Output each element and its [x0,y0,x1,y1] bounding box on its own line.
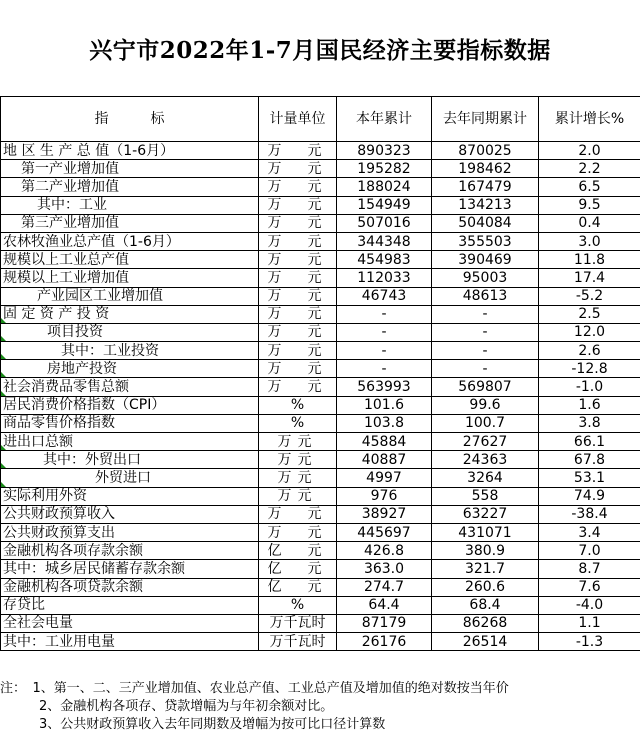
indicator-label: 第一产业增加值 [21,160,119,177]
indicator-label: 其中：城乡居民储蓄存款余额 [3,560,185,577]
table-row [1,614,640,632]
current-total-cell: 64.4 [337,596,432,614]
indicator-name [1,251,259,269]
table-row [1,160,640,178]
table-row [1,414,640,432]
previous-total-cell: 3264 [432,469,539,487]
current-total-cell: 976 [337,487,432,505]
growth-cell: -1.3 [539,633,640,651]
growth-cell: 2.0 [539,142,640,160]
table-row [1,523,640,541]
header-current-total: 本年累计 [337,97,432,142]
indicator-label: 规模以上工业增加值 [3,269,129,286]
growth-cell: 1.6 [539,396,640,414]
growth-cell: 2.6 [539,342,640,360]
header-indicator: 指 标 [1,97,259,142]
growth-cell: 9.5 [539,196,640,214]
indicator-name [1,578,259,596]
footnote-1: 注： 1、第一、二、三产业增加值、农业总产值、工业总产值及增加值的绝对数按当年价 [0,681,509,696]
previous-total-cell: 95003 [432,269,539,287]
previous-total-cell: 321.7 [432,560,539,578]
table-row [1,396,640,414]
current-total-cell: 188024 [337,178,432,196]
growth-cell: 67.8 [539,451,640,469]
unit-cell: 万 元 [259,305,337,323]
growth-cell: -38.4 [539,505,640,523]
growth-cell: -1.0 [539,378,640,396]
unit-cell: 万 元 [259,323,337,341]
unit-cell: 万 元 [259,342,337,360]
unit-cell: 万元 [259,433,337,451]
current-total-cell: 103.8 [337,414,432,432]
indicator-label: 居民消费价格指数（CPI） [3,397,166,414]
unit-cell: % [259,414,337,432]
unit-cell: 万 元 [259,214,337,232]
indicator-name [1,214,259,232]
unit-cell: 万千瓦时 [259,614,337,632]
previous-total-cell: 167479 [432,178,539,196]
current-total-cell: 563993 [337,378,432,396]
indicator-label: 公共财政预算收入 [3,506,115,523]
current-total-cell: 87179 [337,614,432,632]
indicator-name [1,414,259,432]
current-total-cell: 426.8 [337,542,432,560]
unit-cell: 亿 元 [259,542,337,560]
unit-cell: 亿 元 [259,560,337,578]
unit-cell: % [259,396,337,414]
indicator-table [0,96,640,651]
growth-cell: 1.1 [539,614,640,632]
unit-cell: 万 元 [259,160,337,178]
unit-cell: 万 元 [259,232,337,250]
cell-marker-icon [1,354,6,359]
indicator-name [1,360,259,378]
current-total-cell: 363.0 [337,560,432,578]
cell-marker-icon [1,372,6,377]
previous-total-cell: - [432,360,539,378]
indicator-label: 外贸进口 [95,469,151,486]
indicator-name [1,378,259,396]
table-row [1,214,640,232]
current-total-cell: 46743 [337,287,432,305]
indicator-label: 商品零售价格指数 [3,415,115,432]
table-row [1,305,640,323]
current-total-cell: 26176 [337,633,432,651]
previous-total-cell: 569807 [432,378,539,396]
unit-cell: 万 元 [259,196,337,214]
growth-cell: 7.0 [539,542,640,560]
unit-cell: 万 元 [259,178,337,196]
indicator-label: 进出口总额 [3,433,73,450]
indicator-name [1,433,259,451]
table-row [1,287,640,305]
indicator-name [1,396,259,414]
previous-total-cell: 48613 [432,287,539,305]
previous-total-cell: 134213 [432,196,539,214]
previous-total-cell: 24363 [432,451,539,469]
indicator-name [1,487,259,505]
indicator-name [1,542,259,560]
cell-marker-icon [1,482,6,487]
previous-total-cell: 26514 [432,633,539,651]
previous-total-cell: 100.7 [432,414,539,432]
growth-cell: 0.4 [539,214,640,232]
indicator-label: 产业园区工业增加值 [37,288,163,305]
table-row [1,469,640,487]
indicator-name [1,323,259,341]
growth-cell: 7.6 [539,578,640,596]
current-total-cell: 101.6 [337,396,432,414]
indicator-label: 农林牧渔业总产值（1-6月） [3,233,180,250]
indicator-label: 存贷比 [3,597,45,614]
table-row [1,378,640,396]
table-row [1,596,640,614]
table-row [1,487,640,505]
unit-cell: 万元 [259,451,337,469]
growth-cell: 74.9 [539,487,640,505]
unit-cell: 万千瓦时 [259,633,337,651]
growth-cell: 11.8 [539,251,640,269]
previous-total-cell: 380.9 [432,542,539,560]
table-header-row [1,97,640,142]
current-total-cell: - [337,360,432,378]
unit-cell: 亿 元 [259,578,337,596]
table-row [1,342,640,360]
current-total-cell: 154949 [337,196,432,214]
indicator-name [1,523,259,541]
growth-cell: 53.1 [539,469,640,487]
previous-total-cell: 260.6 [432,578,539,596]
cell-marker-icon [1,336,6,341]
previous-total-cell: 86268 [432,614,539,632]
unit-cell: 万 元 [259,142,337,160]
footnotes [0,680,640,734]
indicator-name [1,596,259,614]
current-total-cell: 344348 [337,232,432,250]
footnote-3: 3、公共财政预算收入去年同期数及增幅为按可比口径计算数 [0,717,386,732]
indicator-label: 规模以上工业总产值 [3,251,129,268]
indicator-name [1,160,259,178]
table-row [1,505,640,523]
indicator-name [1,269,259,287]
table-row [1,323,640,341]
indicator-label: 其中：工业用电量 [3,633,115,650]
indicator-name [1,560,259,578]
indicator-label: 其中：外贸出口 [43,451,141,468]
current-total-cell: 445697 [337,523,432,541]
growth-cell: -12.8 [539,360,640,378]
previous-total-cell: - [432,323,539,341]
current-total-cell: 45884 [337,433,432,451]
table-row [1,178,640,196]
previous-total-cell: 870025 [432,142,539,160]
previous-total-cell: 431071 [432,523,539,541]
header-growth: 累计增长% [539,97,640,142]
indicator-label: 第三产业增加值 [21,215,119,232]
unit-cell: 万 元 [259,360,337,378]
growth-cell: 2.5 [539,305,640,323]
table-row [1,451,640,469]
unit-cell: 万 元 [259,505,337,523]
indicator-name [1,196,259,214]
previous-total-cell: 198462 [432,160,539,178]
table-row [1,578,640,596]
page-title: 兴宁市2022年1-7月国民经济主要指标数据 [89,36,551,64]
indicator-label: 其中：工业 [37,197,107,214]
table-row [1,633,640,651]
current-total-cell: 40887 [337,451,432,469]
unit-cell: 万 元 [259,287,337,305]
previous-total-cell: 558 [432,487,539,505]
previous-total-cell: 27627 [432,433,539,451]
indicator-label: 公共财政预算支出 [3,524,115,541]
current-total-cell: 38927 [337,505,432,523]
current-total-cell: 890323 [337,142,432,160]
header-unit: 计量单位 [259,97,337,142]
table-row [1,269,640,287]
indicator-label: 地 区 生 产 总 值（1-6月） [3,142,175,159]
indicator-label: 项目投资 [47,324,103,341]
growth-cell: 12.0 [539,323,640,341]
unit-cell: 万元 [259,487,337,505]
previous-total-cell: 68.4 [432,596,539,614]
growth-cell: 17.4 [539,269,640,287]
indicator-label: 全社会电量 [3,615,73,632]
growth-cell: 6.5 [539,178,640,196]
indicator-label: 房地产投资 [47,360,117,377]
indicator-name [1,342,259,360]
indicator-name [1,287,259,305]
current-total-cell: 507016 [337,214,432,232]
unit-cell: 万 元 [259,523,337,541]
table-row [1,251,640,269]
unit-cell: 万 元 [259,269,337,287]
indicator-name [1,505,259,523]
indicator-name [1,142,259,160]
indicator-label: 固 定 资 产 投 资 [3,306,110,323]
indicator-label: 其中：工业投资 [61,342,159,359]
previous-total-cell: 355503 [432,232,539,250]
indicator-name [1,232,259,250]
table-row [1,232,640,250]
indicator-name [1,305,259,323]
table-row [1,542,640,560]
indicator-name [1,178,259,196]
current-total-cell: - [337,323,432,341]
previous-total-cell: 99.6 [432,396,539,414]
current-total-cell: 4997 [337,469,432,487]
cell-marker-icon [1,445,6,450]
table-row [1,360,640,378]
table-row [1,196,640,214]
cell-marker-icon [1,318,6,323]
growth-cell: 8.7 [539,560,640,578]
indicator-label: 金融机构各项贷款余额 [3,579,143,596]
growth-cell: 3.8 [539,414,640,432]
table-row [1,142,640,160]
table-row [1,433,640,451]
growth-cell: 3.0 [539,232,640,250]
unit-cell: 万 元 [259,378,337,396]
cell-marker-icon [1,391,6,396]
header-previous-total: 去年同期累计 [432,97,539,142]
previous-total-cell: - [432,342,539,360]
growth-cell: 3.4 [539,523,640,541]
indicator-name [1,633,259,651]
growth-cell: -5.2 [539,287,640,305]
growth-cell: 2.2 [539,160,640,178]
indicator-name [1,614,259,632]
current-total-cell: - [337,342,432,360]
previous-total-cell: - [432,305,539,323]
indicator-label: 第二产业增加值 [21,178,119,195]
cell-marker-icon [1,463,6,468]
previous-total-cell: 504084 [432,214,539,232]
indicator-label: 金融机构各项存款余额 [3,542,143,559]
unit-cell: 万元 [259,469,337,487]
indicator-label: 社会消费品零售总额 [3,379,129,396]
current-total-cell: 274.7 [337,578,432,596]
unit-cell: 万 元 [259,251,337,269]
previous-total-cell: 63227 [432,505,539,523]
current-total-cell: 112033 [337,269,432,287]
previous-total-cell: 390469 [432,251,539,269]
growth-cell: -4.0 [539,596,640,614]
indicator-name [1,469,259,487]
indicator-name [1,451,259,469]
indicator-label: 实际利用外资 [3,488,87,505]
growth-cell: 66.1 [539,433,640,451]
footnote-2: 2、金融机构各项存、贷款增幅为与年初余额对比。 [0,699,334,714]
current-total-cell: 195282 [337,160,432,178]
current-total-cell: - [337,305,432,323]
unit-cell: % [259,596,337,614]
table-row [1,560,640,578]
current-total-cell: 454983 [337,251,432,269]
